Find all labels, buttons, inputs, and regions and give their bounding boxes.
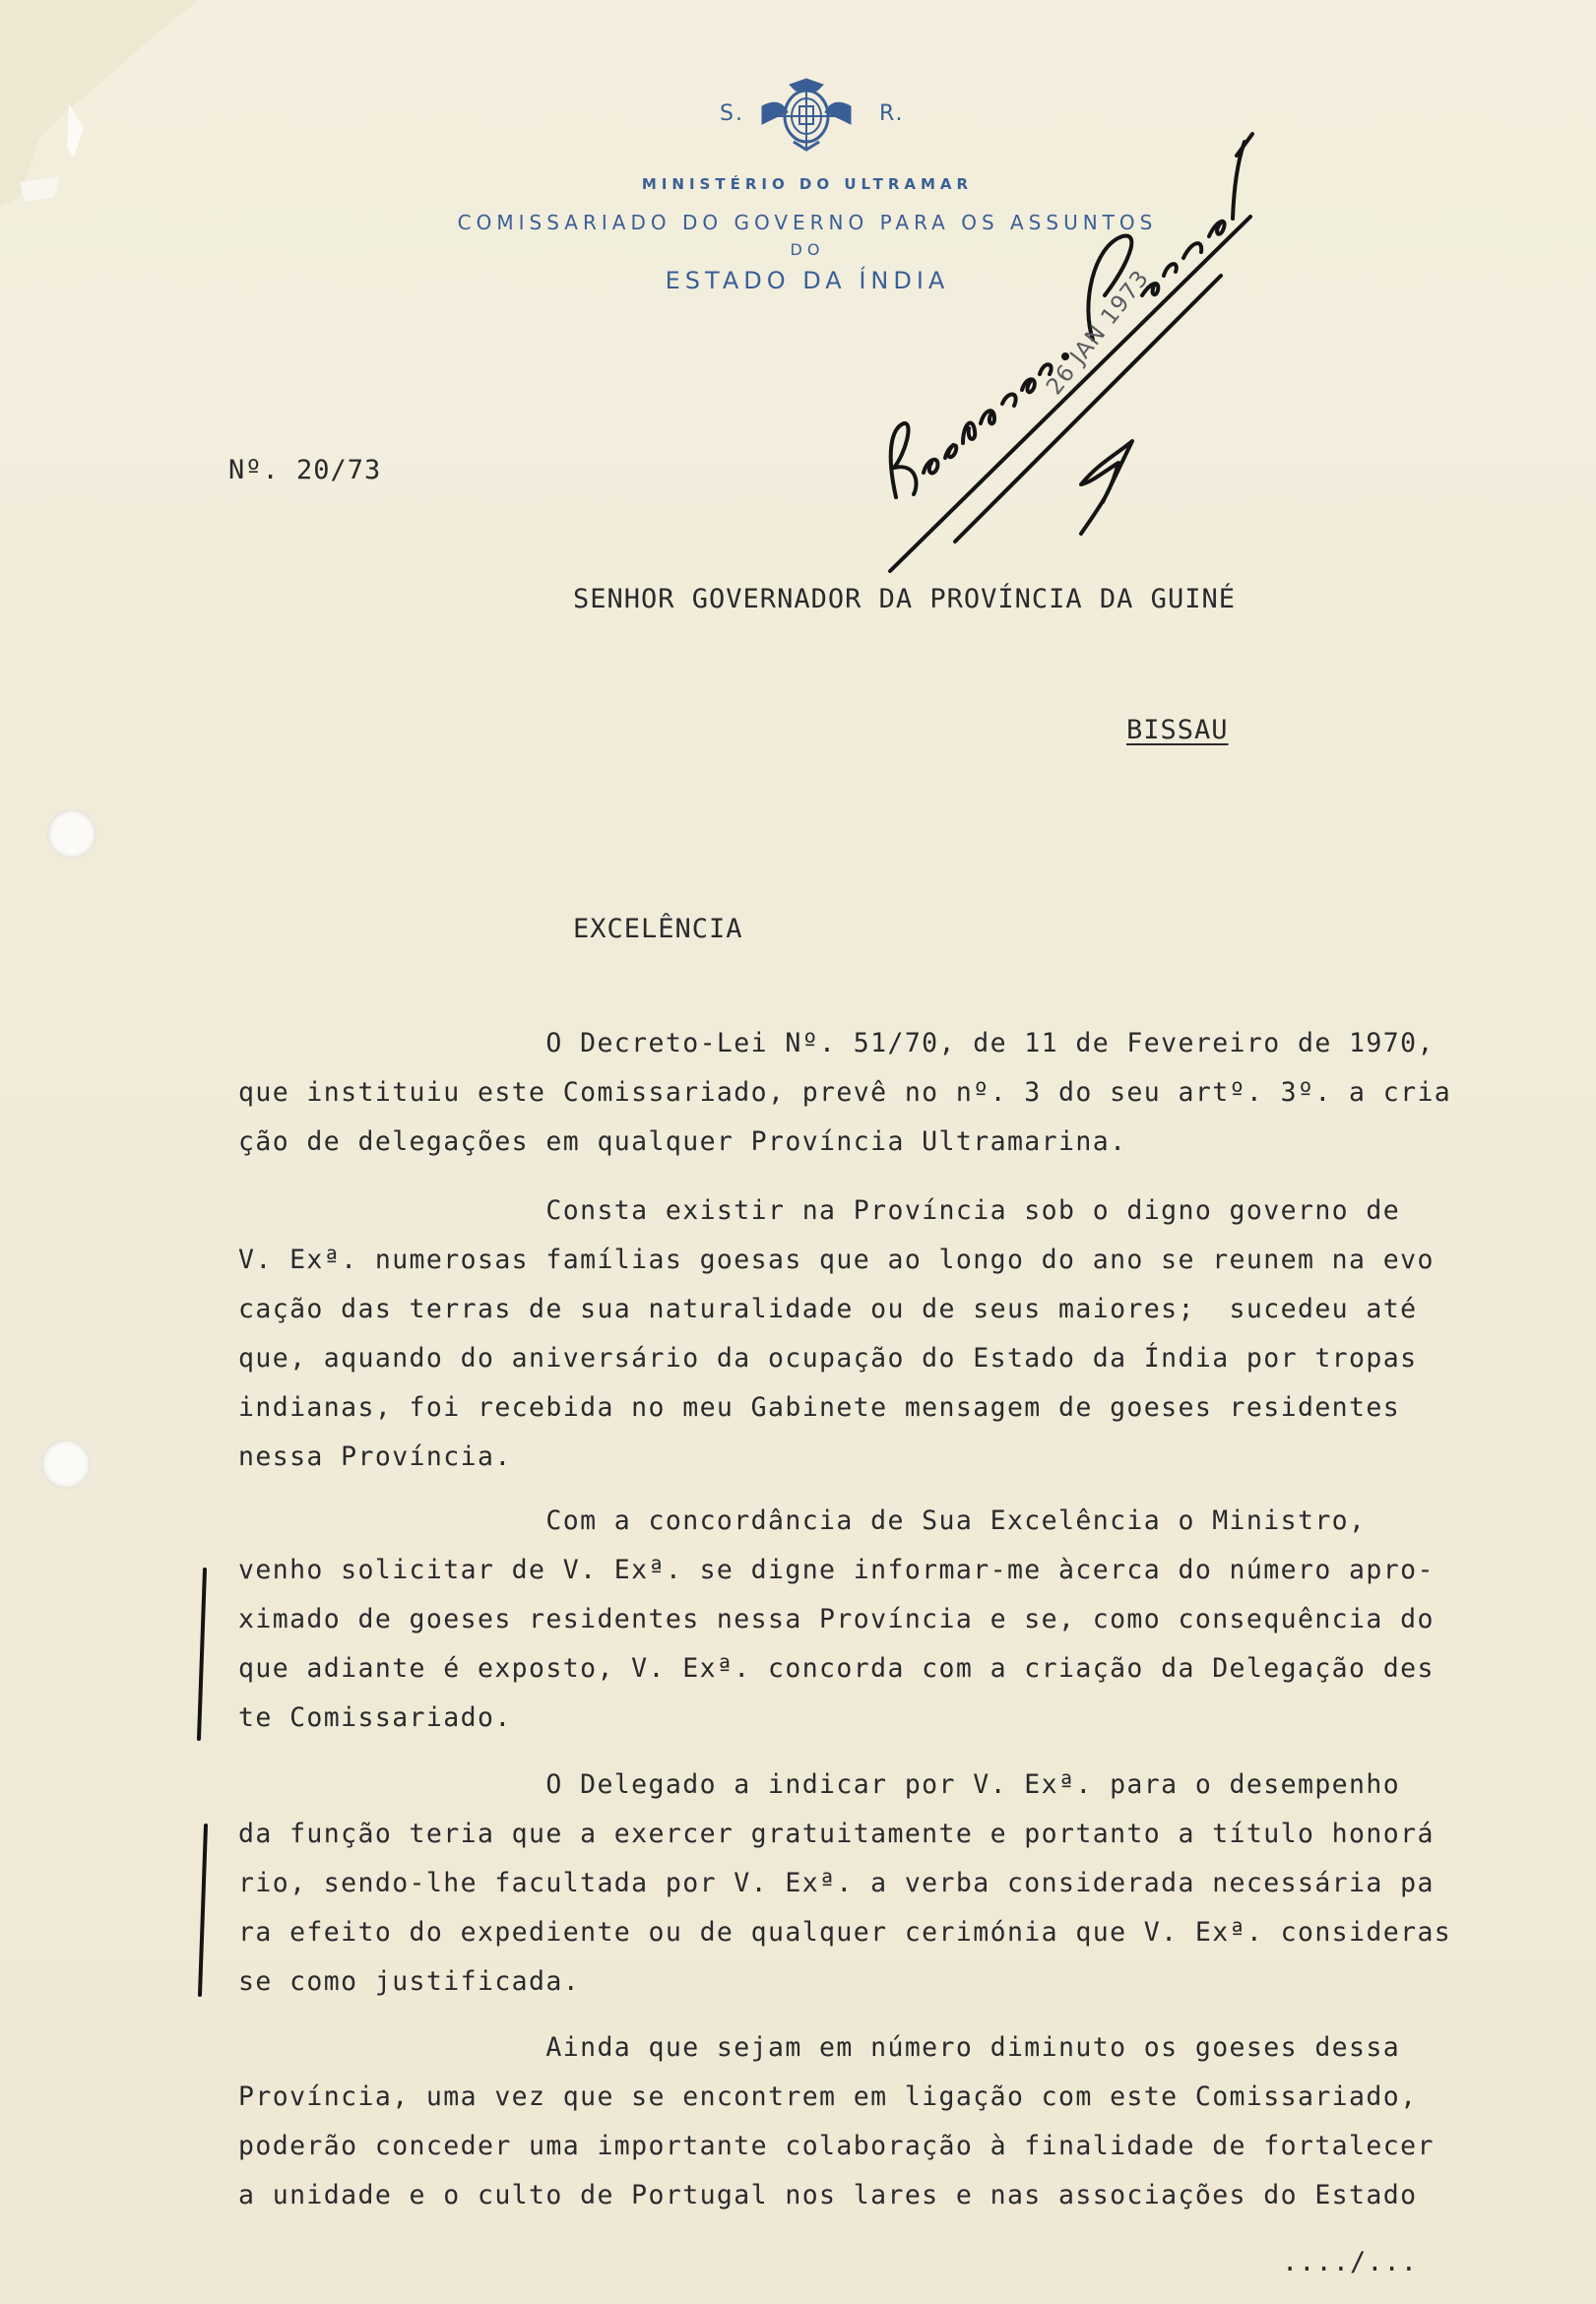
salutation: EXCELÊNCIA [573, 914, 743, 944]
paragraph-2: Consta existir na Província sob o digno governo de V. Exª. numerosas famílias goesas que ao longo do ano se reunem na evo cação das terras de sua naturalidade ou de seus maiores; sucedeu até que, aquando do aniversário da ocupação do Estado da Índia por tropas indianas, foi recebida no meu Gabinete mensagem de goeses residentes nessa Província. [238, 1195, 1435, 1472]
margin-mark-paragraph-4 [193, 1822, 213, 1999]
coat-of-arms-icon [760, 77, 853, 152]
reference-number: Nº. 20/73 [228, 455, 382, 485]
margin-mark-paragraph-3 [193, 1566, 213, 1743]
ministry-name: MINISTÉRIO DO ULTRAMAR [641, 175, 974, 193]
commissariat-line-1: COMISSARIADO DO GOVERNO PARA OS ASSUNTOS [457, 211, 1158, 234]
addressee-title: SENHOR GOVERNADOR DA PROVÍNCIA DA GUINÉ [573, 584, 1236, 614]
paragraph-3: Com a concordância de Sua Excelência o Ministro, venho solicitar de V. Exª. se digne informar-me àcerca do número apro- ximado de goeses residentes nessa Província e se, como consequência do que adiante é exposto, V. Exª. concorda com a criação da Delegação des te Comissariado. [238, 1505, 1435, 1733]
received-date-stamp: 26 JAN 1973 [1042, 265, 1155, 401]
commissariat-line-2: DO [790, 240, 825, 259]
paragraph-4: O Delegado a indicar por V. Exª. para o desempenho da função teria que a exercer gratuitamente e portanto a título honorá rio, sendo-lhe facultada por V. Exª. a verba considerada necessária pa ra efeito do expediente ou de qualquer cerimónia que V. Exª. consideras se como justificada. [238, 1769, 1452, 1997]
punch-hole-top [47, 809, 96, 859]
paragraph-5: Ainda que sejam em número diminuto os goeses dessa Província, uma vez que se encontrem em ligação com este Comissariado, poderão conceder uma importante colaboração à finalidade de fortalecer a unidade e o culto de Portugal nos lares e nas associações do Estado [238, 2032, 1435, 2210]
letterhead-r: R. [879, 101, 905, 126]
continuation-marker: ..../... [1282, 2247, 1419, 2277]
commissariat-line-3: ESTADO DA ÍNDIA [665, 267, 950, 294]
letterhead-s: S. [720, 101, 744, 126]
addressee-city: BISSAU [1126, 715, 1229, 745]
punch-hole-bottom [41, 1440, 91, 1489]
paragraph-1: O Decreto-Lei Nº. 51/70, de 11 de Fevereiro de 1970, que instituiu este Comissariado, prevê no nº. 3 do seu artº. 3º. a cria ção de delegações em qualquer Província Ultramarina. [238, 1028, 1452, 1157]
